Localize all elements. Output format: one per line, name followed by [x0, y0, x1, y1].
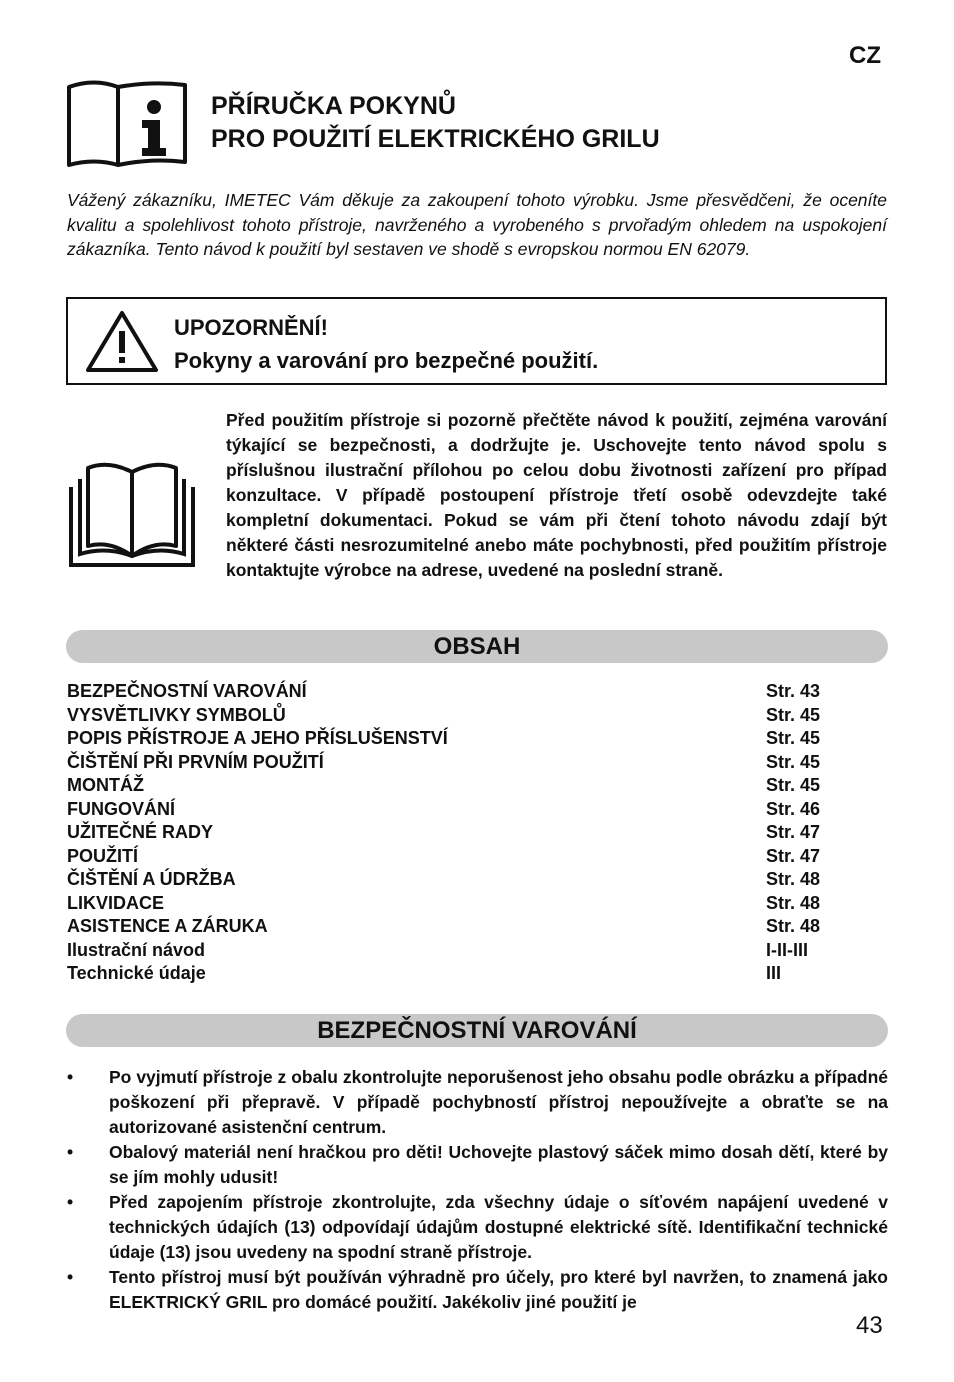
toc-row	[67, 939, 867, 963]
toc-page: Str. 45	[766, 728, 821, 748]
toc-label: LIKVIDACE	[67, 892, 165, 913]
toc-page: Str. 45	[766, 751, 821, 772]
open-book-icon	[68, 462, 196, 568]
toc-page: Str. 47	[766, 845, 821, 866]
warning-title: UPOZORNĚNÍ!	[174, 315, 328, 340]
toc-page: Str. 48	[766, 869, 821, 889]
toc-page: Str. 48	[766, 892, 821, 913]
toc-row	[67, 704, 867, 728]
toc-row	[67, 727, 867, 751]
table-of-contents	[67, 680, 867, 986]
toc-row	[67, 774, 867, 798]
manual-notice: Před použitím přístroje si pozorně přečtěte návod k použití, zejména varování týkající se bezpečnosti, a dodržujte je. Uschovejte tento návod spolu s příslušnou ilustrační přílohou po celou dobu životnosti zařízení pro případ konzultace. V případě postoupení přístroje třetí osobě odevzdejte také kompletní dokumentaci. Pokud se vám při čtení tohoto návodu zdají být některé části nesrozumitelné anebo máte pochybnosti, před použitím přístroje kontaktujte výrobce na adrese, uvedené na poslední straně.	[226, 410, 887, 580]
toc-label: UŽITEČNÉ RADY	[67, 822, 214, 842]
toc-label: BEZPEČNOSTNÍ VAROVÁNÍ	[67, 681, 307, 701]
safety-warnings-list	[67, 1065, 888, 1315]
toc-page: Str. 46	[766, 798, 821, 819]
toc-label: VYSVĚTLIVKY SYMBOLŮ	[67, 704, 286, 725]
warning-triangle-icon	[85, 309, 159, 373]
page-number: 43	[856, 1312, 883, 1339]
toc-page: III	[766, 963, 782, 983]
toc-row	[67, 915, 867, 939]
toc-row	[67, 751, 867, 775]
toc-row	[67, 680, 867, 704]
intro-paragraph: Vážený zákazníku, IMETEC Vám děkuje za zakoupení tohoto výrobku. Jsme přesvědčeni, že oceníte kvalitu a spolehlivost tohoto přístroje, navrženého a vyrobeného s prvořadým ohledem na uspokojení zákazníka. Tento návod k použití byl sestaven ve shodě s evropskou normou EN 62079.	[67, 190, 887, 259]
toc-page: Str. 48	[766, 916, 821, 936]
bullet-marker: •	[67, 1267, 74, 1287]
toc-label: ČIŠTĚNÍ A ÚDRŽBA	[67, 869, 236, 889]
toc-page: Str. 47	[766, 822, 821, 842]
toc-label: FUNGOVÁNÍ	[67, 798, 175, 819]
bullet-marker: •	[67, 1067, 74, 1087]
safety-warning-item	[67, 1065, 888, 1140]
title-line-2: PRO POUŽITÍ ELEKTRICKÉHO GRILU	[211, 125, 660, 153]
toc-row	[67, 892, 867, 916]
toc-page: Str. 45	[766, 775, 821, 795]
toc-label: Ilustrační návod	[67, 939, 206, 960]
toc-label: POPIS PŘÍSTROJE A JEHO PŘÍSLUŠENSTVÍ	[67, 728, 448, 748]
toc-label: ČIŠTĚNÍ PŘI PRVNÍM POUŽITÍ	[67, 751, 324, 772]
language-code: CZ	[849, 42, 881, 69]
title-line-1: PŘÍRUČKA POKYNŮ	[211, 92, 456, 120]
toc-row	[67, 845, 867, 869]
warning-subtitle: Pokyny a varování pro bezpečné použití.	[174, 348, 599, 373]
safety-warning-item	[67, 1265, 888, 1315]
warning-box	[66, 297, 887, 385]
safety-warning-text: Před zapojením přístroje zkontrolujte, zda všechny údaje o síťovém napájení uvedené v technických údajích (13) odpovídají údajům dostupné elektrické sítě. Identifikační technické údaje (13) jsou uvedeny na spodní straně přístroje.	[109, 1192, 888, 1262]
toc-page: Str. 43	[766, 681, 821, 701]
toc-row	[67, 798, 867, 822]
safety-heading: BEZPEČNOSTNÍ VAROVÁNÍ	[66, 1014, 888, 1047]
toc-row	[67, 821, 867, 845]
toc-label: POUŽITÍ	[67, 845, 138, 866]
toc-row	[67, 868, 867, 892]
bullet-marker: •	[67, 1142, 74, 1162]
toc-page: I-II-III	[766, 939, 808, 960]
toc-page: Str. 45	[766, 704, 821, 725]
manual-title	[211, 90, 660, 156]
safety-warning-text: Po vyjmutí přístroje z obalu zkontrolujte neporušenost jeho obsahu podle obrázku a případné poškození při přepravě. V případě pochybností přístroj nepoužívejte a obraťte se na autorizované asistenční centrum.	[109, 1067, 888, 1137]
safety-warning-item	[67, 1190, 888, 1265]
safety-warning-item	[67, 1140, 888, 1190]
toc-label: MONTÁŽ	[67, 775, 144, 795]
info-manual-icon	[66, 80, 188, 168]
safety-warning-text: Obalový materiál není hračkou pro děti! Uchovejte plastový sáček mimo dosah dětí, které by se jím mohly udusit!	[109, 1142, 888, 1187]
contents-heading: OBSAH	[66, 630, 888, 663]
toc-row	[67, 962, 867, 986]
toc-label: Technické údaje	[67, 963, 206, 983]
bullet-marker: •	[67, 1192, 74, 1212]
warning-heading	[174, 311, 598, 377]
toc-label: ASISTENCE A ZÁRUKA	[67, 916, 268, 936]
safety-warning-text: Tento přístroj musí být používán výhradně pro účely, pro které byl navržen, to znamená jako ELEKTRICKÝ GRIL pro domácé použití. Jakékoliv jiné použití je	[109, 1267, 888, 1312]
